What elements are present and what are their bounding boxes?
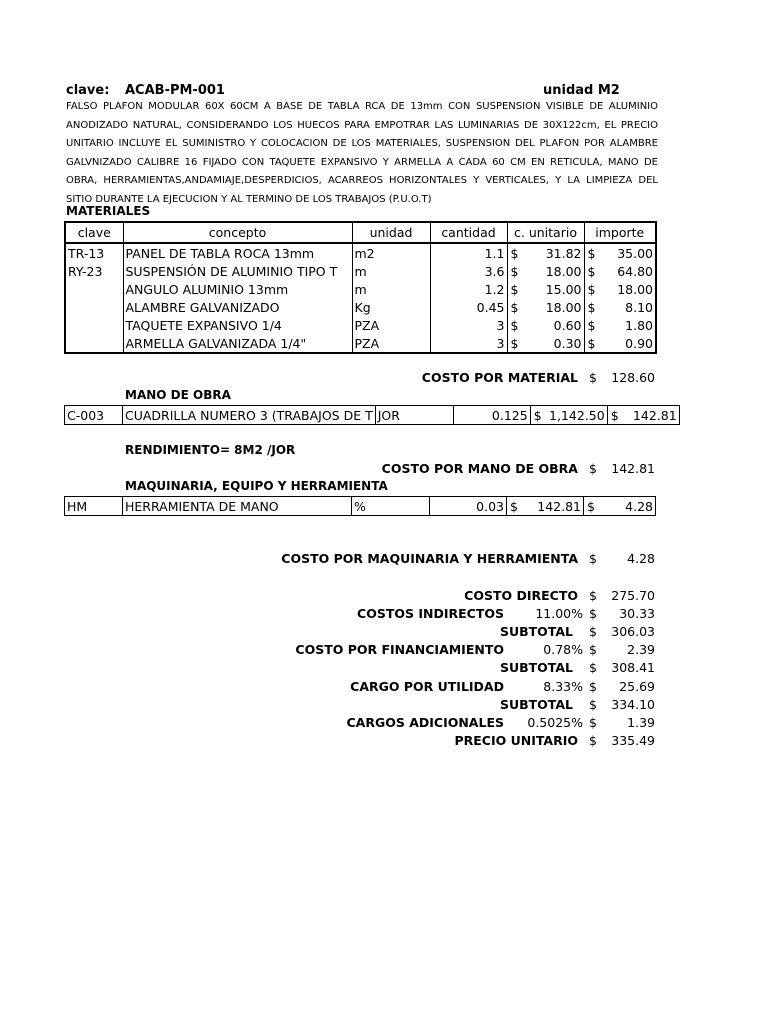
currency-symbol: $	[589, 606, 597, 621]
cell-unidad: m2	[352, 243, 430, 262]
subtotal-value: 334.10	[611, 697, 655, 712]
indirectos-value: 30.33	[619, 606, 655, 621]
cell-unidad: JOR	[375, 406, 453, 425]
cell-unitario: $ 15.00	[507, 280, 584, 298]
utilidad-value: 25.69	[619, 679, 655, 694]
cell-unitario: $ 0.30	[507, 334, 584, 353]
currency-symbol: $	[589, 679, 597, 694]
currency-symbol: $	[589, 660, 597, 675]
costo-maquinaria-line	[0, 551, 768, 569]
mano-obra-table	[64, 405, 680, 425]
costo-mano-obra-line	[0, 461, 768, 479]
materials-table	[64, 221, 657, 354]
currency-symbol: $	[589, 551, 597, 566]
col-concepto: concepto	[123, 222, 352, 243]
clave-value: ACAB-PM-001	[125, 83, 225, 98]
costo-directo-value: 275.70	[611, 588, 655, 603]
maquinaria-table	[64, 496, 656, 516]
subtotal-value: 308.41	[611, 660, 655, 675]
table-row	[65, 298, 656, 316]
cell-unitario: $ 18.00	[507, 298, 584, 316]
cell-unitario: $ 1,142.50	[530, 406, 607, 425]
cell-importe: $ 0.90	[584, 334, 656, 353]
materials-header-row	[65, 222, 656, 243]
cell-unidad: Kg	[352, 298, 430, 316]
cell-cantidad: 3.6	[430, 262, 507, 280]
cell-concepto: HERRAMIENTA DE MANO	[123, 497, 352, 516]
adicionales-pct: 0.5025%	[527, 715, 583, 730]
col-importe: importe	[584, 222, 656, 243]
cell-cantidad: 0.45	[430, 298, 507, 316]
cell-importe: $ 64.80	[584, 262, 656, 280]
cell-clave: TR-13	[65, 243, 123, 262]
cell-cantidad: 0.125	[453, 406, 530, 425]
cell-unitario: $ 0.60	[507, 316, 584, 334]
utilidad-label: CARGO POR UTILIDAD	[350, 679, 504, 694]
table-row	[65, 406, 680, 425]
adicionales-value: 1.39	[627, 715, 655, 730]
table-row	[65, 316, 656, 334]
materiales-title: MATERIALES	[66, 204, 151, 218]
currency-symbol: $	[589, 697, 597, 712]
cell-concepto: ALAMBRE GALVANIZADO	[123, 298, 352, 316]
subtotal-label: SUBTOTAL	[499, 660, 573, 675]
subtotal-line	[0, 697, 768, 715]
cell-concepto: SUSPENSIÓN DE ALUMINIO TIPO T	[123, 262, 352, 280]
subtotal-value: 306.03	[611, 624, 655, 639]
currency-symbol: $	[589, 370, 597, 385]
cell-clave	[65, 280, 123, 298]
maquinaria-title: MAQUINARIA, EQUIPO Y HERRAMIENTA	[125, 479, 388, 493]
unidad-label: unidad M2	[543, 83, 620, 98]
costo-mano-obra-value: 142.81	[611, 461, 655, 476]
col-clave: clave	[65, 222, 123, 243]
costo-material-value: 128.60	[611, 370, 655, 385]
cell-unitario: $ 31.82	[507, 243, 584, 262]
table-row	[65, 262, 656, 280]
cell-clave	[65, 316, 123, 334]
cell-unidad: %	[352, 497, 430, 516]
costo-maquinaria-value: 4.28	[627, 551, 655, 566]
cell-unidad: m	[352, 280, 430, 298]
subtotal-line	[0, 660, 768, 678]
col-unitario: c. unitario	[507, 222, 584, 243]
subtotal-label: SUBTOTAL	[499, 697, 573, 712]
cell-importe: $ 4.28	[584, 497, 656, 516]
costo-material-line	[0, 370, 768, 388]
cell-clave: C-003	[65, 406, 123, 425]
cell-concepto: PANEL DE TABLA ROCA 13mm	[123, 243, 352, 262]
adicionales-line	[0, 715, 768, 733]
indirectos-line	[0, 606, 768, 624]
cell-concepto: CUADRILLA NUMERO 3 (TRABAJOS DE T	[123, 406, 376, 425]
cell-unidad: PZA	[352, 334, 430, 353]
financiamiento-label: COSTO POR FINANCIAMIENTO	[295, 642, 504, 657]
adicionales-label: CARGOS ADICIONALES	[346, 715, 504, 730]
currency-symbol: $	[589, 715, 597, 730]
cell-clave: HM	[65, 497, 123, 516]
cell-clave	[65, 298, 123, 316]
costo-mano-obra-label: COSTO POR MANO DE OBRA	[381, 461, 578, 476]
precio-unitario-label: PRECIO UNITARIO	[454, 733, 578, 748]
cell-importe: $ 8.10	[584, 298, 656, 316]
cell-importe: $ 1.80	[584, 316, 656, 334]
table-row	[65, 243, 656, 262]
cell-importe: $ 142.81	[607, 406, 679, 425]
cell-cantidad: 3	[430, 334, 507, 353]
cell-cantidad: 1.1	[430, 243, 507, 262]
mano-obra-title: MANO DE OBRA	[125, 388, 231, 402]
indirectos-label: COSTOS INDIRECTOS	[357, 606, 504, 621]
table-row	[65, 280, 656, 298]
costo-material-label: COSTO POR MATERIAL	[421, 370, 578, 385]
indirectos-pct: 11.00%	[535, 606, 583, 621]
cell-cantidad: 0.03	[430, 497, 507, 516]
utilidad-pct: 8.33%	[543, 679, 583, 694]
cell-unitario: $ 18.00	[507, 262, 584, 280]
col-unidad: unidad	[352, 222, 430, 243]
cell-clave: RY-23	[65, 262, 123, 280]
col-cantidad: cantidad	[430, 222, 507, 243]
utilidad-line	[0, 679, 768, 697]
precio-unitario-line	[0, 733, 768, 751]
currency-symbol: $	[589, 461, 597, 476]
costo-maquinaria-label: COSTO POR MAQUINARIA Y HERRAMIENTA	[281, 551, 578, 566]
financiamiento-line	[0, 642, 768, 660]
currency-symbol: $	[589, 642, 597, 657]
cell-unidad: PZA	[352, 316, 430, 334]
currency-symbol: $	[589, 588, 597, 603]
currency-symbol: $	[589, 624, 597, 639]
cell-cantidad: 3	[430, 316, 507, 334]
financiamiento-value: 2.39	[627, 642, 655, 657]
cell-importe: $ 18.00	[584, 280, 656, 298]
cell-unidad: m	[352, 262, 430, 280]
costo-directo-line	[0, 588, 768, 606]
rendimiento: RENDIMIENTO= 8M2 /JOR	[125, 443, 296, 457]
cell-clave	[65, 334, 123, 353]
description: FALSO PLAFON MODULAR 60X 60CM A BASE DE TABLA RCA DE 13mm CON SUSPENSION VISIBLE DE ALUMINIO ANODIZADO NATURAL, CONSIDERANDO LOS HUECOS PARA EMPOTRAR LAS LUMINARIAS DE 30X122cm, EL PRECIO UNITARIO INCLUYE EL SUMINISTRO Y COLOCACION DE LOS MATERIALES, SUSPENSION DEL PLAFON POR ALAMBRE GALVNIZADO CALIBRE 16 FIJADO CON TAQUETE EXPANSIVO Y ARMELLA A CADA 60 CM EN RETICULA, MANO DE OBRA, HERRAMIENTAS,ANDAMIAJE,DESPERDICIOS, ACARREOS HORIZONTALES Y VERTICALES, Y LA LIMPIEZA DEL SITIO DURANTE LA EJECUCION Y AL TERMINO DE LOS TRABAJOS (P.U.O.T)	[66, 101, 658, 205]
costo-directo-label: COSTO DIRECTO	[464, 588, 578, 603]
cell-concepto: ANGULO ALUMINIO 13mm	[123, 280, 352, 298]
subtotal-line	[0, 624, 768, 642]
table-row	[65, 334, 656, 353]
cell-importe: $ 35.00	[584, 243, 656, 262]
cell-concepto: TAQUETE EXPANSIVO 1/4	[123, 316, 352, 334]
cell-unitario: $ 142.81	[507, 497, 584, 516]
subtotal-label: SUBTOTAL	[499, 624, 573, 639]
clave-label: clave:	[66, 83, 110, 98]
cell-concepto: ARMELLA GALVANIZADA 1/4"	[123, 334, 352, 353]
cell-cantidad: 1.2	[430, 280, 507, 298]
table-row	[65, 497, 656, 516]
precio-unitario-value: 335.49	[611, 733, 655, 748]
currency-symbol: $	[589, 733, 597, 748]
financiamiento-pct: 0.78%	[543, 642, 583, 657]
